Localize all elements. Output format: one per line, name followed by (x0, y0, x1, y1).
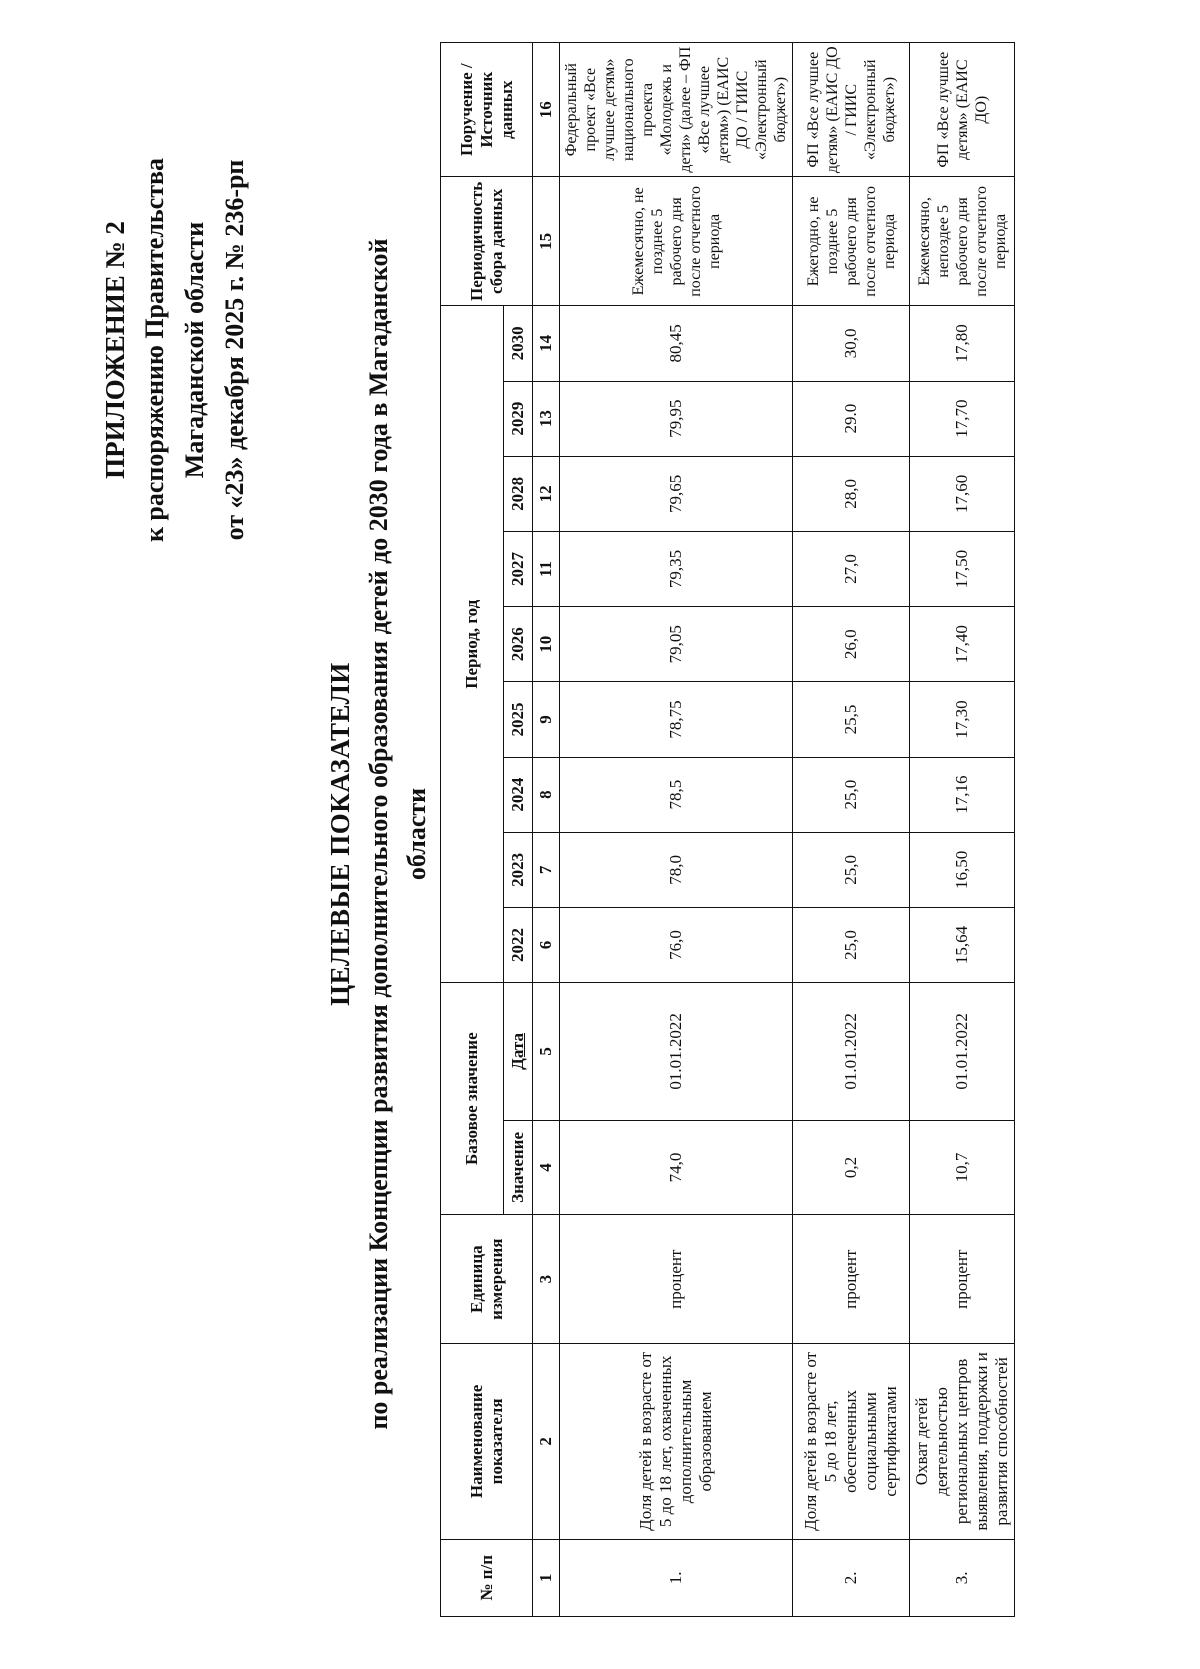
th-num: № п/п (441, 1539, 533, 1616)
th-year-2025: 2025 (504, 682, 533, 757)
row-value-2029: 29.0 (793, 381, 910, 456)
appendix-line-2: Магаданской области (180, 221, 209, 479)
row-value-2022: 25,0 (793, 907, 910, 982)
row-value-2023: 78,0 (560, 832, 793, 907)
th-year-2029: 2029 (504, 381, 533, 456)
indicators-table (440, 42, 1015, 1617)
row-value-2029: 79,95 (560, 381, 793, 456)
th-year-2030: 2030 (504, 306, 533, 381)
th-year-2024: 2024 (504, 757, 533, 832)
row-value-2028: 17,60 (910, 456, 1015, 531)
appendix-header (95, 70, 255, 630)
row-value-2028: 79,65 (560, 456, 793, 531)
th-year-2027: 2027 (504, 531, 533, 606)
th-base-value: Значение (504, 1120, 533, 1215)
row-unit: процент (560, 1215, 793, 1344)
col-number: 4 (533, 1120, 560, 1215)
row-value-2026: 17,40 (910, 607, 1015, 682)
row-value-2030: 17,80 (910, 306, 1015, 381)
col-number: 6 (533, 907, 560, 982)
column-numbers-row (533, 43, 560, 1617)
th-freq: Периодичность сбора данных (441, 177, 533, 306)
row-freq: Ежемесячно, непоздее 5 рабочего дня после отчетного периода (910, 177, 1015, 306)
table-row (560, 43, 793, 1617)
th-base-date: Дата (504, 983, 533, 1121)
row-value-2028: 28,0 (793, 456, 910, 531)
th-year-2026: 2026 (504, 607, 533, 682)
row-base-value: 0,2 (793, 1120, 910, 1215)
row-value-2025: 78,75 (560, 682, 793, 757)
row-num: 3. (910, 1539, 1015, 1616)
row-value-2027: 27,0 (793, 531, 910, 606)
col-number: 1 (533, 1539, 560, 1616)
row-value-2026: 79,05 (560, 607, 793, 682)
col-number: 7 (533, 832, 560, 907)
row-source: ФП «Все лучшее детям» (ЕАИС ДО / ГИИС «Электронный бюджет») (793, 43, 910, 177)
row-unit: процент (793, 1215, 910, 1344)
appendix-line-3: от «23» декабря 2025 г. № 236-рп (220, 159, 249, 541)
col-number: 5 (533, 983, 560, 1121)
row-value-2024: 78,5 (560, 757, 793, 832)
row-value-2023: 25,0 (793, 832, 910, 907)
row-value-2023: 16,50 (910, 832, 1015, 907)
row-base-date: 01.01.2022 (793, 983, 910, 1121)
col-number: 2 (533, 1344, 560, 1540)
row-name: Доля детей в возрасте от 5 до 18 лет, охваченных дополнительным образованием (560, 1344, 793, 1540)
col-number: 9 (533, 682, 560, 757)
row-base-value: 10,7 (910, 1120, 1015, 1215)
row-value-2027: 79,35 (560, 531, 793, 606)
row-base-value: 74,0 (560, 1120, 793, 1215)
col-number: 16 (533, 43, 560, 177)
th-name: Наименование показателя (441, 1344, 533, 1540)
th-source: Поручение / Источник данных (441, 43, 533, 177)
row-freq: Ежегодно, не позднее 5 рабочего дня после отчетного периода (793, 177, 910, 306)
row-value-2022: 15,64 (910, 907, 1015, 982)
row-value-2030: 80,45 (560, 306, 793, 381)
row-base-date: 01.01.2022 (560, 983, 793, 1121)
col-number: 12 (533, 456, 560, 531)
row-name: Доля детей в возрасте от 5 до 18 лет, обеспеченных социальными сертификатами (793, 1344, 910, 1540)
title-sub-2: области (402, 787, 431, 881)
table-row (910, 43, 1015, 1617)
row-value-2030: 30,0 (793, 306, 910, 381)
row-value-2025: 17,30 (910, 682, 1015, 757)
row-base-date: 01.01.2022 (910, 983, 1015, 1121)
col-number: 13 (533, 381, 560, 456)
header-row-1 (441, 43, 504, 1617)
col-number: 14 (533, 306, 560, 381)
appendix-number: ПРИЛОЖЕНИЕ № 2 (100, 221, 130, 479)
row-name: Охват детей деятельностью региональных центров выявления, поддержки и развития способностей (910, 1344, 1015, 1540)
row-num: 1. (560, 1539, 793, 1616)
row-freq: Ежемесячно, не позднее 5 рабочего дня после отчетного периода (560, 177, 793, 306)
row-num: 2. (793, 1539, 910, 1616)
th-year-2028: 2028 (504, 456, 533, 531)
th-base: Базовое значение (441, 983, 504, 1215)
col-number: 15 (533, 177, 560, 306)
col-number: 3 (533, 1215, 560, 1344)
th-year-2022: 2022 (504, 907, 533, 982)
th-year-2023: 2023 (504, 832, 533, 907)
th-unit: Единица измерения (441, 1215, 533, 1344)
row-value-2027: 17,50 (910, 531, 1015, 606)
title-sub-1: по реализации Концепции развития дополнительного образования детей до 2030 года в Магаданской (364, 238, 393, 1430)
row-value-2024: 25,0 (793, 757, 910, 832)
row-value-2029: 17,70 (910, 381, 1015, 456)
col-number: 11 (533, 531, 560, 606)
row-value-2025: 25,5 (793, 682, 910, 757)
document-title (320, 89, 436, 1579)
row-source: ФП «Все лучшее детям» (ЕАИС ДО) (910, 43, 1015, 177)
th-period: Период, год (441, 306, 504, 983)
table-row (793, 43, 910, 1617)
col-number: 10 (533, 607, 560, 682)
row-value-2026: 26,0 (793, 607, 910, 682)
appendix-line-1: к распоряжению Правительства (140, 157, 169, 543)
row-value-2024: 17,16 (910, 757, 1015, 832)
title-main: ЦЕЛЕВЫЕ ПОКАЗАТЕЛИ (325, 662, 355, 1006)
row-source: Федеральный проект «Все лучшее детям» национального проекта «Молодежь и дети» (далее – ФП «Все лучшее детям») (ЕАИС ДО / ГИИС «Электронный бюджет») (560, 43, 793, 177)
row-unit: процент (910, 1215, 1015, 1344)
row-value-2022: 76,0 (560, 907, 793, 982)
col-number: 8 (533, 757, 560, 832)
